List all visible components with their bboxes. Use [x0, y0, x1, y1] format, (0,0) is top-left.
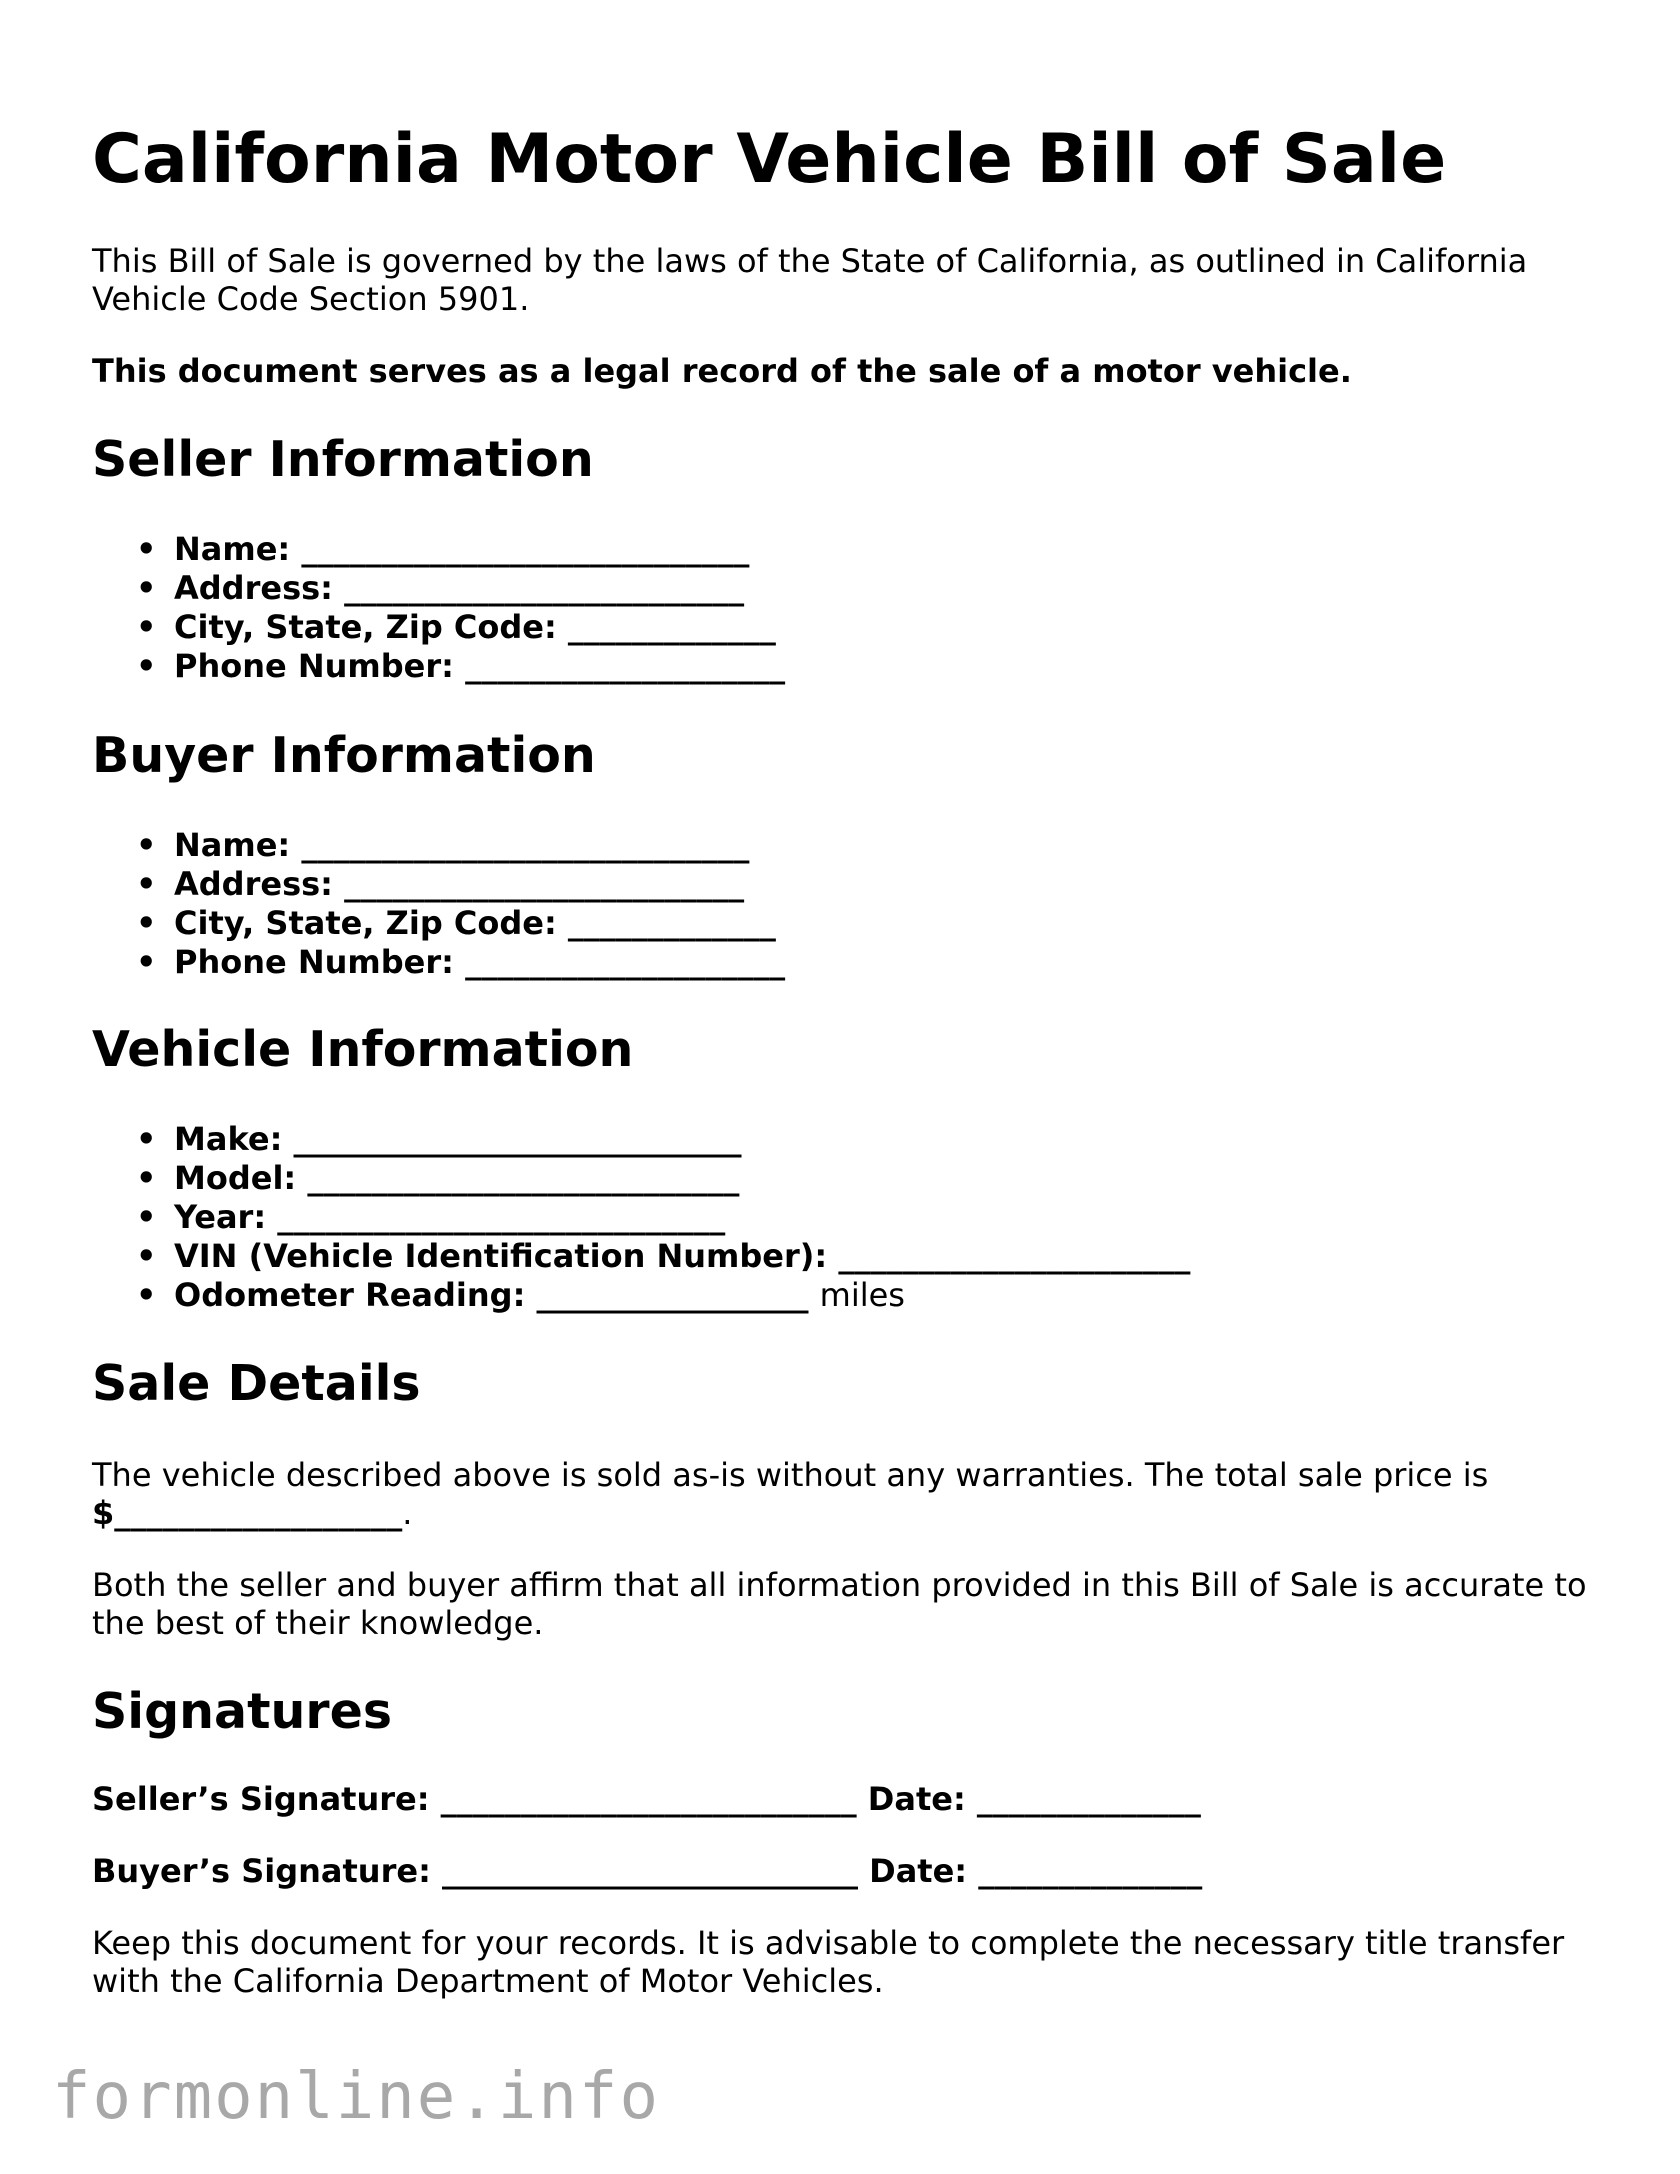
fill-line[interactable]: ___________________________ — [307, 1159, 740, 1197]
intro-bold-paragraph: This document serves as a legal record of the sale of a motor vehicle. — [92, 352, 1352, 390]
buyer-fields — [92, 826, 785, 982]
fill-line[interactable]: ____________________________ — [301, 826, 750, 864]
field-label: Odometer Reading: — [174, 1276, 526, 1314]
field-label: Address: — [174, 569, 333, 607]
seller-signature-line — [92, 1780, 1201, 1818]
seller-signature-label: Seller’s Signature: — [92, 1780, 430, 1818]
intro-paragraph: This Bill of Sale is governed by the laws of the State of California, as outlined in California Vehicle Code Section 5901. — [92, 242, 1528, 318]
buyer-phone-field[interactable] — [92, 943, 785, 982]
signatures-heading: Signatures — [92, 1683, 392, 1740]
watermark: formonline.info — [52, 2060, 660, 2134]
buyer-signature-label: Buyer’s Signature: — [92, 1852, 431, 1890]
affirm-paragraph: Both the seller and buyer affirm that all information provided in this Bill of Sale is accurate to the best of their knowledge. — [92, 1566, 1587, 1642]
field-label: Model: — [174, 1159, 297, 1197]
fill-line[interactable]: _____________ — [567, 904, 776, 942]
buyer-date-label: Date: — [869, 1852, 968, 1890]
buyer-address-field[interactable] — [92, 865, 785, 904]
fill-line[interactable]: ____________________ — [465, 943, 786, 981]
vehicle-fields — [92, 1120, 1190, 1315]
seller-city-state-zip-field[interactable] — [92, 608, 785, 647]
fill-line[interactable]: _________________________ — [344, 865, 745, 903]
field-label: Year: — [174, 1198, 267, 1236]
sale-price-blank[interactable]: $__________________ — [92, 1494, 403, 1532]
fill-line[interactable]: ______________________ — [838, 1237, 1191, 1275]
seller-address-field[interactable] — [92, 569, 785, 608]
fill-line[interactable]: _________________ — [536, 1276, 809, 1314]
vehicle-year-field[interactable] — [92, 1198, 1190, 1237]
sale-price-paragraph — [92, 1456, 1592, 1532]
field-label: Make: — [174, 1120, 283, 1158]
buyer-heading: Buyer Information — [92, 727, 596, 784]
sale-heading: Sale Details — [92, 1355, 421, 1412]
seller-phone-field[interactable] — [92, 647, 785, 686]
seller-name-field[interactable] — [92, 530, 785, 569]
field-label: Phone Number: — [174, 647, 454, 685]
seller-heading: Seller Information — [92, 431, 594, 488]
buyer-signature-blank[interactable]: __________________________ — [442, 1852, 858, 1890]
fill-line[interactable]: _____________ — [567, 608, 776, 646]
field-label: Address: — [174, 865, 333, 903]
footer-note: Keep this document for your records. It is advisable to complete the necessary title transfer with the California Department of Motor Vehicles. — [92, 1924, 1565, 2000]
field-label: Name: — [174, 826, 291, 864]
odometer-unit: miles — [819, 1276, 905, 1314]
vehicle-vin-field[interactable] — [92, 1237, 1190, 1276]
seller-signature-blank[interactable]: __________________________ — [440, 1780, 857, 1818]
document-title: California Motor Vehicle Bill of Sale — [92, 120, 1447, 199]
seller-date-blank[interactable]: ______________ — [976, 1780, 1201, 1818]
fill-line[interactable]: ____________________________ — [293, 1120, 742, 1158]
field-label: Name: — [174, 530, 291, 568]
buyer-signature-line — [92, 1852, 1202, 1890]
field-label: City, State, Zip Code: — [174, 904, 557, 942]
seller-date-label: Date: — [867, 1780, 966, 1818]
vehicle-heading: Vehicle Information — [92, 1021, 634, 1078]
vehicle-model-field[interactable] — [92, 1159, 1190, 1198]
fill-line[interactable]: _________________________ — [344, 569, 745, 607]
fill-line[interactable]: ____________________________ — [277, 1198, 726, 1236]
seller-fields — [92, 530, 785, 686]
buyer-date-blank[interactable]: ______________ — [978, 1852, 1203, 1890]
fill-line[interactable]: ____________________________ — [301, 530, 750, 568]
field-label: VIN (Vehicle Identification Number): — [174, 1237, 828, 1275]
fill-line[interactable]: ____________________ — [465, 647, 786, 685]
field-label: Phone Number: — [174, 943, 454, 981]
buyer-name-field[interactable] — [92, 826, 785, 865]
vehicle-odometer-field[interactable] — [92, 1276, 1190, 1315]
sale-price-end: . — [402, 1494, 413, 1532]
buyer-city-state-zip-field[interactable] — [92, 904, 785, 943]
vehicle-make-field[interactable] — [92, 1120, 1190, 1159]
sale-text: The vehicle described above is sold as-is without any warranties. The total sale price is — [92, 1456, 1489, 1494]
field-label: City, State, Zip Code: — [174, 608, 557, 646]
